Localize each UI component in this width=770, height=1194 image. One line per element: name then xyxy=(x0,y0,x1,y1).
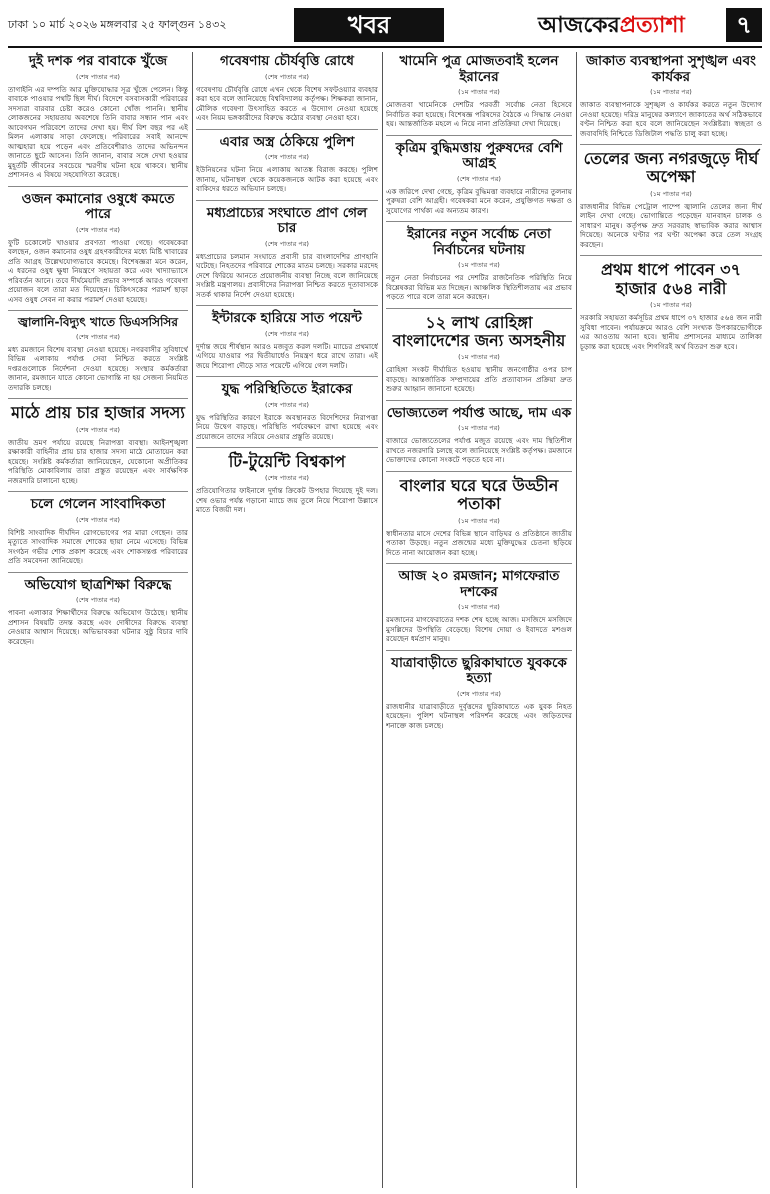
story-dateline: (১ম পাতার পর) xyxy=(650,189,692,198)
story-dateline: (শেষ পাতার পর) xyxy=(265,474,309,483)
news-story xyxy=(386,650,572,731)
story-headline[interactable]: আজ ২০ রমজান; মাগফেরাত দশকের xyxy=(398,568,560,600)
column-divider xyxy=(382,52,383,1188)
story-dateline: (শেষ পাতার পর) xyxy=(265,329,309,338)
story-body: পাবনা এলাকার শিক্ষার্থীদের বিরুদ্ধে অভিযোগ উঠেছে। স্থানীয় প্রশাসন বিষয়টি তদন্ত করছে এবং দোষীদের বিরুদ্ধে ব্যবস্থা নেওয়ার আশ্বাস দিয়েছে। অভিভাবকরা ঘটনার সুষ্ঠু বিচার দাবি করেছেন। xyxy=(8,608,188,646)
brand-part-1: আজকের xyxy=(538,13,620,38)
story-body: স্বাধীনতার মাসে দেশের বিভিন্ন স্থানে বাড়িঘর ও প্রতিষ্ঠানে জাতীয় পতাকা উড়ছে। নতুন প্রজন্মের মধ্যে মুক্তিযুদ্ধের চেতনা ছড়িয়ে দিতে নানা আয়োজন করা হচ্ছে। xyxy=(386,528,572,557)
story-body: জাতীয় ভ্রমণ পর্যায়ে রয়েছে নিরাপত্তা ব্যবস্থা। আইনশৃঙ্খলা রক্ষাকারী বাহিনীর প্রায় চার হাজার সদস্য মাঠে মোতায়েন করা হয়েছে। সংশ্লিষ্ট কর্মকর্তারা জানিয়েছেন, যেকোনো অপ্রীতিকর পরিস্থিতি মোকাবিলায় তারা প্রস্তুত রয়েছেন এবং সার্বক্ষণিক নজরদারি চালানো হচ্ছে। xyxy=(8,437,188,485)
story-dateline: (১ম পাতার পর) xyxy=(650,88,692,97)
story-body: দুর্দান্ত জয়ে শীর্ষস্থান আরও মজবুত করল দলটি। ম্যাচের প্রথমার্ধে এগিয়ে যাওয়ার পর দ্বিতীয়ার্ধেও নিয়ন্ত্রণ ধরে রাখে তারা। এই জয়ে শিরোপা দৌড়ে সাত পয়েন্টে এগিয়ে গেল দলটি। xyxy=(196,341,378,370)
story-body: মোজতবা খামেনিকে দেশটির পরবর্তী সর্বোচ্চ নেতা হিসেবে নির্বাচিত করা হয়েছে। বিশেষজ্ঞ পরিষদের বৈঠকে এ সিদ্ধান্ত নেওয়া হয়। আন্তর্জাতিক মহলে এ নিয়ে নানা প্রতিক্রিয়া দেখা দিয়েছে। xyxy=(386,100,572,129)
news-story xyxy=(196,447,378,515)
header-rule xyxy=(8,46,762,48)
news-story xyxy=(196,305,378,370)
story-body: জাকাত ব্যবস্থাপনাকে সুশৃঙ্খল ও কার্যকর করতে নতুন উদ্যোগ নেওয়া হয়েছে। দরিদ্র মানুষের কল্যাণে জাকাতের অর্থ সঠিকভাবে বণ্টন নিশ্চিত করা হবে বলে জানিয়েছেন সংশ্লিষ্টরা। স্বচ্ছতা ও জবাবদিহি নিশ্চিতে ডিজিটাল পদ্ধতি চালু করা হচ্ছে। xyxy=(580,100,762,138)
story-headline[interactable]: ওজন কমানোর ওষুধে কমতে পারে xyxy=(21,190,175,223)
news-story xyxy=(386,54,572,129)
story-headline[interactable]: গবেষণায় চৌর্যবৃত্তি রোধে xyxy=(220,53,354,69)
story-headline[interactable]: প্রথম ধাপে পাবেন ৩৭ হাজার ৫৬৪ নারী xyxy=(601,260,741,298)
story-body: ইউনিয়নের ঘটনা নিয়ে এলাকায় আতঙ্ক বিরাজ করছে। পুলিশ জানায়, ঘটনাস্থল থেকে কয়েকজনকে আটক করা হয়েছে এবং বাকিদের ধরতে অভিযান চলছে। xyxy=(196,165,378,194)
news-story xyxy=(196,129,378,194)
page-number: ৭ xyxy=(726,8,762,42)
story-headline[interactable]: যুদ্ধ পরিস্থিতিতে ইরাকের xyxy=(221,381,353,398)
story-dateline: (১ম পাতার পর) xyxy=(458,424,500,433)
story-headline[interactable]: ভোজ্যতেল পর্যাপ্ত আছে, দাম এক xyxy=(386,404,572,421)
column-2 xyxy=(196,52,378,1188)
news-story xyxy=(580,144,762,249)
story-headline[interactable]: ইরানের নতুন সর্বোচ্চ নেতা নির্বাচনের ঘটনায় xyxy=(407,226,551,258)
news-story xyxy=(8,310,188,392)
story-headline[interactable]: দুই দশক পর বাবাকে খুঁজে xyxy=(28,53,168,69)
story-dateline: (শেষ পাতার পর) xyxy=(457,174,501,183)
story-headline[interactable]: মধ্যপ্রাচ্যের সংঘাতে প্রাণ গেল চার xyxy=(206,204,368,237)
date-line: ঢাকা ১০ মার্চ ২০২৬ মঙ্গলবার ২৫ ফাল্গুন ১৪৩২ xyxy=(8,18,227,31)
story-body: রাজধানীর যাত্রাবাড়ীতে দুর্বৃত্তদের ছুরিকাঘাতে এক যুবক নিহত হয়েছেন। পুলিশ ঘটনাস্থল পরিদর্শন করেছে এবং জড়িতদের শনাক্তে কাজ চলছে। xyxy=(386,701,572,730)
story-dateline: (শেষ পাতার পর) xyxy=(265,239,309,248)
news-story xyxy=(196,376,378,441)
story-headline[interactable]: জ্বালানি-বিদ্যুৎ খাতে ডিএসসিসির xyxy=(18,315,178,330)
news-story xyxy=(8,398,188,485)
story-headline[interactable]: মাঠে প্রায় চার হাজার সদস্য xyxy=(11,403,185,423)
story-dateline: (শেষ পাতার পর) xyxy=(76,596,120,605)
story-dateline: (শেষ পাতার পর) xyxy=(76,515,120,524)
news-story xyxy=(580,255,762,351)
news-story xyxy=(8,54,188,180)
news-story xyxy=(386,563,572,644)
news-story xyxy=(196,54,378,123)
story-body: মধ্যপ্রাচ্যের চলমান সংঘাতে প্রবাসী চার বাংলাদেশির প্রাণহানি ঘটেছে। নিহতদের পরিবারে শোকের মাতম চলছে। সরকার মরদেহ দেশে ফিরিয়ে আনতে প্রয়োজনীয় ব্যবস্থা নিচ্ছে বলে জানিয়েছে সংশ্লিষ্ট মন্ত্রণালয়। প্রবাসীদের নিরাপত্তা নিশ্চিত করতে দূতাবাসকে সতর্ক থাকার নির্দেশ দেওয়া হয়েছে। xyxy=(196,251,378,299)
news-story xyxy=(580,54,762,138)
column-1 xyxy=(8,52,188,1188)
story-body: তাগাইনি এর দম্পতি আর মুক্তিযোদ্ধার সূত্র খুঁজে পেলেন। কিন্তু বাবাকে পাওয়ার পথটি ছিল দীর্ঘ। বিদেশে বসবাসকারী পরিবারের সদস্যরা বারবার চেষ্টা করেও কোনো খোঁজ পাননি। স্থানীয় লোকজনের সহায়তায় অবশেষে তিনি বাবার সন্ধান পান এবং আবেগঘন পরিবেশে তাদের দেখা হয়। দীর্ঘ বিশ বছর পর এই মিলন এলাকায় সাড়া ফেলেছে। পরিবারের সবাই আনন্দে আত্মহারা হয়ে পড়েন এবং প্রতিবেশীরাও তাদের অভিনন্দন জানাতে ছুটে আসেন। তিনি জানান, বাবার সঙ্গে দেখা হওয়ার মুহূর্তটি জীবনের সবচেয়ে স্মরণীয় ঘটনা হয়ে থাকবে। স্থানীয় প্রশাসনও এ বিষয়ে সহযোগিতা করেছে। xyxy=(8,84,188,180)
story-body: মধ্য রমজানে বিশেষ ব্যবস্থা নেওয়া হয়েছে। নগরবাসীর সুবিধার্থে বিভিন্ন এলাকায় পর্যাপ্ত সেবা নিশ্চিত করতে সংশ্লিষ্ট দপ্তরগুলোকে নির্দেশনা দেওয়া হয়েছে। সংস্থার কর্মকর্তারা জানান, রমজানে যাতে কোনো ভোগান্তি না হয় সেজন্য নিয়মিত তদারকি চলছে। xyxy=(8,344,188,392)
story-body: যুদ্ধ পরিস্থিতির কারণে ইরাকে অবস্থানরত বিদেশিদের নিরাপত্তা নিয়ে উদ্বেগ বাড়ছে। পরিস্থিতি পর্যবেক্ষণে রাখা হয়েছে এবং প্রয়োজনে তাদের সরিয়ে নেওয়ার প্রস্তুতি রয়েছে। xyxy=(196,412,378,441)
story-headline[interactable]: চলে গেলেন সাংবাদিকতা xyxy=(30,496,166,513)
newspaper-logo xyxy=(538,10,685,42)
story-headline[interactable]: এবার অস্ত্র ঠেকিয়ে পুলিশ xyxy=(219,133,355,150)
story-headline[interactable]: ইন্টারকে হারিয়ে সাত পয়েন্ট xyxy=(212,310,362,327)
story-dateline: (১ম পাতার পর) xyxy=(458,88,500,97)
news-story xyxy=(8,186,188,305)
story-body: বাজারে ভোজ্যতেলের পর্যাপ্ত মজুত রয়েছে এবং দাম স্থিতিশীল রাখতে নজরদারি চলছে বলে জানিয়েছে সংশ্লিষ্ট কর্তৃপক্ষ। রমজানে ভোক্তাদের কোনো সংকটে পড়তে হবে না। xyxy=(386,436,572,465)
page-header xyxy=(8,8,762,48)
story-headline[interactable]: বাংলার ঘরে ঘরে উড্ডীন পতাকা xyxy=(399,475,559,514)
story-headline[interactable]: তেলের জন্য নগরজুড়ে দীর্ঘ অপেক্ষা xyxy=(583,149,759,187)
story-body: রোহিঙ্গা সংকট দীর্ঘায়িত হওয়ায় স্থানীয় জনগোষ্ঠীর ওপর চাপ বাড়ছে। আন্তর্জাতিক সম্প্রদায়ের প্রতি প্রত্যাবাসন প্রক্রিয়া দ্রুত শুরুর আহ্বান জানানো হয়েছে। xyxy=(386,365,572,394)
news-story xyxy=(386,221,572,302)
column-divider xyxy=(192,52,193,1188)
news-story xyxy=(386,400,572,465)
column-3 xyxy=(386,52,572,1188)
story-dateline: (১ম পাতার পর) xyxy=(650,301,692,310)
story-body: এক জরিপে দেখা গেছে, কৃত্রিম বুদ্ধিমত্তা ব্যবহারে নারীদের তুলনায় পুরুষরা বেশি আগ্রহী। গবেষকরা মনে করেন, প্রযুক্তিগত দক্ষতা ও সুযোগের পার্থক্য এর অন্যতম কারণ। xyxy=(386,186,572,215)
story-headline[interactable]: জাকাত ব্যবস্থাপনা সুশৃঙ্খল এবং কার্যকর xyxy=(586,53,756,85)
story-dateline: (১ম পাতার পর) xyxy=(458,353,500,362)
news-story xyxy=(8,491,188,566)
story-body: বিশিষ্ট সাংবাদিক দীর্ঘদিন রোগভোগের পর মারা গেছেন। তার মৃত্যুতে সাংবাদিক সমাজে শোকের ছায়া নেমে এসেছে। বিভিন্ন সংগঠন গভীর শোক প্রকাশ করেছে এবং শোকসন্তপ্ত পরিবারের প্রতি সমবেদনা জানিয়েছে। xyxy=(8,527,188,566)
news-story xyxy=(386,471,572,557)
story-headline[interactable]: কৃত্রিম বুদ্ধিমত্তায় পুরুষদের বেশি আগ্রহ xyxy=(395,139,563,172)
story-headline[interactable]: যাত্রাবাড়ীতে ছুরিকাঘাতে যুবককে হত্যা xyxy=(391,654,567,687)
story-dateline: (শেষ পাতার পর) xyxy=(457,689,501,698)
story-headline[interactable]: ১২ লাখ রোহিঙ্গা বাংলাদেশের জন্য অসহনীয় xyxy=(392,312,566,350)
story-dateline: (শেষ পাতার পর) xyxy=(76,72,120,81)
story-dateline: (শেষ পাতার পর) xyxy=(265,400,309,409)
story-dateline: (শেষ পাতার পর) xyxy=(76,332,120,341)
story-body: ফুটি চকোলেট খাওয়ার প্রবণতা পাওয়া গেছে। গবেষকেরা বলছেন, ওজন কমানোর ওষুধ গ্রহণকারীদের মধ্যে মিষ্টি খাবারের প্রতি আগ্রহ উল্লেখযোগ্যভাবে কমেছে। বিশেষজ্ঞরা মনে করেন, এ ধরনের ওষুধ ক্ষুধা নিয়ন্ত্রণে সহায়তা করে এবং খাদ্যাভ্যাসে পরিবর্তন আনে। তবে দীর্ঘমেয়াদি প্রভাব সম্পর্কে আরও গবেষণা প্রয়োজন বলে তারা মত দিয়েছেন। চিকিৎসকের পরামর্শ ছাড়া এসব ওষুধ সেবন না করার পরামর্শ দেওয়া হয়েছে। xyxy=(8,237,188,304)
story-headline[interactable]: টি-টুয়েন্টি বিশ্বকাপ xyxy=(228,452,346,472)
news-story xyxy=(386,135,572,216)
story-body: রাজধানীর বিভিন্ন পেট্রোল পাম্পে জ্বালানি তেলের জন্য দীর্ঘ লাইন দেখা গেছে। ভোগান্তিতে পড়েছেন যানবাহন চালক ও সাধারণ মানুষ। কর্তৃপক্ষ দ্রুত সরবরাহ স্বাভাবিক করার আশ্বাস দিয়েছে। অনেকে ঘণ্টার পর ঘণ্টা অপেক্ষা করে তেল সংগ্রহ করছেন। xyxy=(580,201,762,249)
story-headline[interactable]: খামেনি পুত্র মোজতবাই হলেন ইরানের xyxy=(399,53,559,85)
section-title: খবর xyxy=(294,8,444,42)
news-story xyxy=(8,572,188,647)
brand-part-2: প্রত্যাশা xyxy=(619,13,685,38)
story-dateline: (শেষ পাতার পর) xyxy=(265,72,309,81)
news-story xyxy=(196,200,378,300)
story-body: রমজানের মাগফেরাতের দশক শেষ হচ্ছে আজ। মসজিদে মসজিদে মুসল্লিদের উপস্থিতি বেড়েছে। বিশেষ দোয়া ও ইবাদতে মশগুল রয়েছেন ধর্মপ্রাণ মানুষ। xyxy=(386,615,572,644)
column-divider xyxy=(576,52,577,1188)
story-dateline: (শেষ পাতার পর) xyxy=(76,225,120,234)
story-body: গবেষণায় চৌর্যবৃত্তি রোধে এখন থেকে বিশেষ সফটওয়্যার ব্যবহার করা হবে বলে জানিয়েছে বিশ্ববিদ্যালয় কর্তৃপক্ষ। শিক্ষকরা জানান, মৌলিক গবেষণা উৎসাহিত করতে এ উদ্যোগ নেওয়া হয়েছে এবং নিয়ম ভঙ্গকারীদের বিরুদ্ধে কঠোর ব্যবস্থা নেওয়া হবে। xyxy=(196,84,378,123)
story-dateline: (১ম পাতার পর) xyxy=(458,603,500,612)
story-body: সরকারি সহায়তা কর্মসূচির প্রথম ধাপে ৩৭ হাজার ৫৬৪ জন নারী সুবিধা পাবেন। পর্যায়ক্রমে আরও বেশি সংখ্যক উপকারভোগীকে এর আওতায় আনা হবে। স্থানীয় প্রশাসনের মাধ্যমে তালিকা চূড়ান্ত করা হয়েছে এবং শিগগিরই অর্থ বিতরণ শুরু হবে। xyxy=(580,313,762,351)
news-story xyxy=(386,308,572,394)
story-body: প্রতিযোগিতার ফাইনালে দুর্দান্ত ক্রিকেট উপহার দিয়েছে দুই দল। শেষ ওভার পর্যন্ত গড়ানো ম্যাচে জয় তুলে নিয়ে শিরোপা উল্লাসে মাতে বিজয়ী দল। xyxy=(196,486,378,515)
story-dateline: (১ম পাতার পর) xyxy=(458,516,500,525)
story-dateline: (১ম পাতার পর) xyxy=(458,261,500,270)
story-dateline: (শেষ পাতার পর) xyxy=(76,425,120,434)
column-4 xyxy=(580,52,762,1188)
story-body: নতুন নেতা নির্বাচনের পর দেশটির রাজনৈতিক পরিস্থিতি নিয়ে বিশ্লেষকরা বিভিন্ন মত দিচ্ছেন। আঞ্চলিক স্থিতিশীলতায় এর প্রভাব পড়তে পারে বলে তারা মনে করছেন। xyxy=(386,273,572,302)
story-headline[interactable]: অভিযোগ ছাত্রশিক্ষা বিরুদ্ধে xyxy=(24,576,172,593)
story-dateline: (শেষ পাতার পর) xyxy=(265,153,309,162)
